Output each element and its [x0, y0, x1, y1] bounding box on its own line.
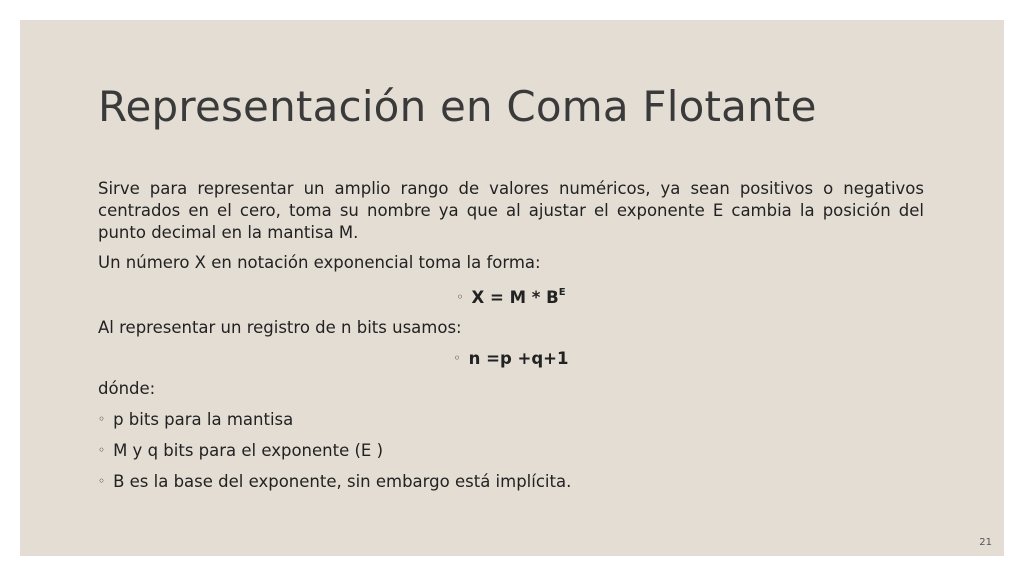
- formula-bits: [98, 347, 924, 370]
- formula-exponential: [98, 282, 924, 309]
- where-label: dónde:: [98, 379, 156, 398]
- slide: [20, 20, 1004, 556]
- bullet-icon: ◦: [98, 474, 106, 488]
- list-item: [98, 439, 924, 462]
- bullet-icon: ◦: [98, 443, 106, 457]
- list-item: [98, 408, 924, 431]
- intro-paragraph: Sirve para representar un amplio rango de valores numéricos, ya sean positivos o negativos centrados en el cero, toma su nombre ya que al ajustar el exponente E cambia la posición del punto decimal en la mantisa M.: [98, 179, 924, 242]
- formula-exponential-base: X = M * B: [471, 288, 559, 307]
- bullet-icon: ◦: [456, 290, 464, 304]
- list-item-text: B es la base del exponente, sin embargo está implícita.: [113, 472, 572, 491]
- list-item: [98, 470, 924, 493]
- bullet-icon: ◦: [98, 412, 106, 426]
- list-item-text: p bits para la mantisa: [113, 410, 294, 429]
- list-item-text: M y q bits para el exponente (E ): [113, 441, 384, 460]
- page-number: 21: [979, 537, 992, 548]
- bullet-icon: ◦: [453, 351, 461, 365]
- slide-content: [98, 178, 924, 501]
- formula-bits-text: n =p +q+1: [468, 349, 569, 368]
- register-intro-paragraph: Al representar un registro de n bits usamos:: [98, 318, 462, 337]
- slide-title: Representación en Coma Flotante: [98, 82, 817, 131]
- formula-exponential-superscript: E: [558, 287, 566, 298]
- form-intro-paragraph: Un número X en notación exponencial toma la forma:: [98, 253, 541, 272]
